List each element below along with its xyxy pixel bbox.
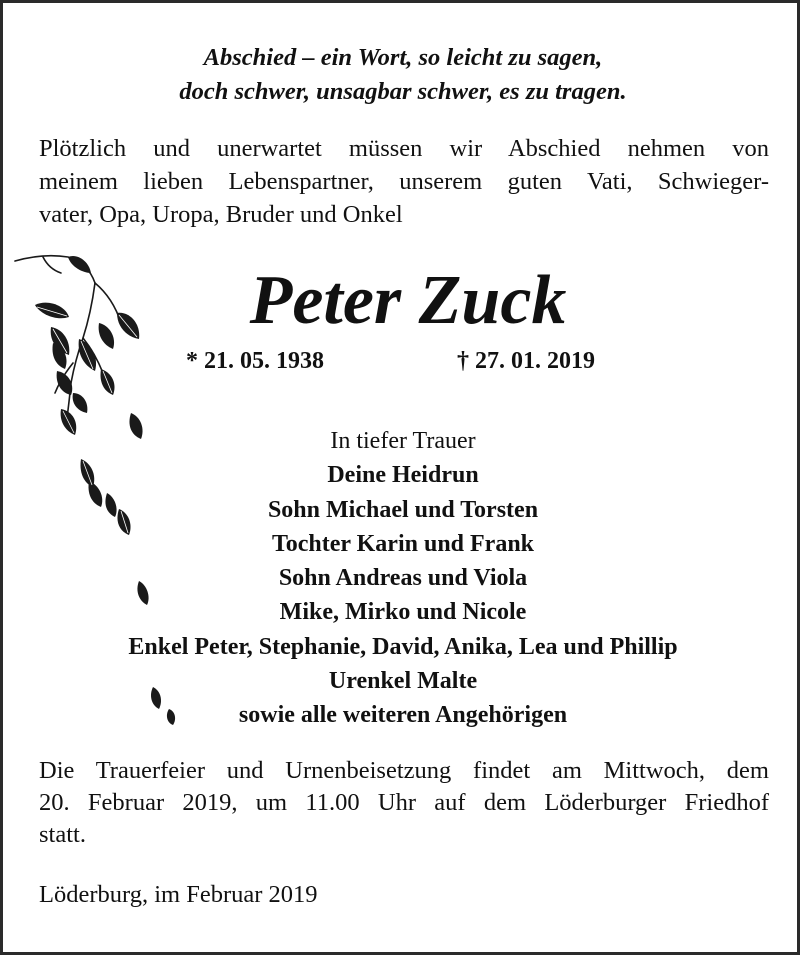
mourner-line: Enkel Peter, Stephanie, David, Anika, Lea und Phillip bbox=[128, 633, 678, 660]
mourner-line: Sohn Michael und Torsten bbox=[267, 496, 539, 523]
intro-line: vater, Opa, Uropa, Bruder und Onkel bbox=[39, 201, 403, 228]
funeral-info bbox=[39, 755, 769, 851]
mourner-line: Mike, Mirko und Nicole bbox=[279, 599, 527, 626]
motto-line: Abschied – ein Wort, so leicht zu sagen, bbox=[203, 44, 603, 71]
place-date: Löderburg, im Februar 2019 bbox=[39, 881, 318, 908]
mourners-list bbox=[3, 424, 800, 733]
funeral-line: 20. Februar 2019, um 11.00 Uhr auf dem Löderburger Friedhof bbox=[39, 789, 769, 816]
intro-text bbox=[39, 132, 769, 231]
funeral-line: Die Trauerfeier und Urnenbeisetzung findet am Mittwoch, dem bbox=[39, 757, 769, 784]
motto-line: doch schwer, unsagbar schwer, es zu tragen. bbox=[179, 78, 627, 105]
death-date: † 27. 01. 2019 bbox=[457, 348, 595, 374]
mourner-line: Sohn Andreas und Viola bbox=[278, 565, 528, 592]
motto-verse bbox=[3, 41, 800, 109]
mourners-heading: In tiefer Trauer bbox=[330, 428, 476, 454]
mourner-line: Urenkel Malte bbox=[328, 668, 478, 695]
deceased-name: Peter Zuck bbox=[249, 262, 567, 339]
intro-line: Plötzlich und unerwartet müssen wir Abschied nehmen von bbox=[39, 135, 769, 162]
funeral-line: statt. bbox=[39, 821, 86, 848]
mourner-line: sowie alle weiteren Angehörigen bbox=[238, 702, 568, 729]
mourner-line: Tochter Karin und Frank bbox=[271, 530, 535, 557]
mourner-line: Deine Heidrun bbox=[327, 462, 479, 489]
intro-line: meinem lieben Lebenspartner, unserem guten Vati, Schwieger- bbox=[39, 168, 769, 195]
birth-date: * 21. 05. 1938 bbox=[186, 348, 324, 374]
